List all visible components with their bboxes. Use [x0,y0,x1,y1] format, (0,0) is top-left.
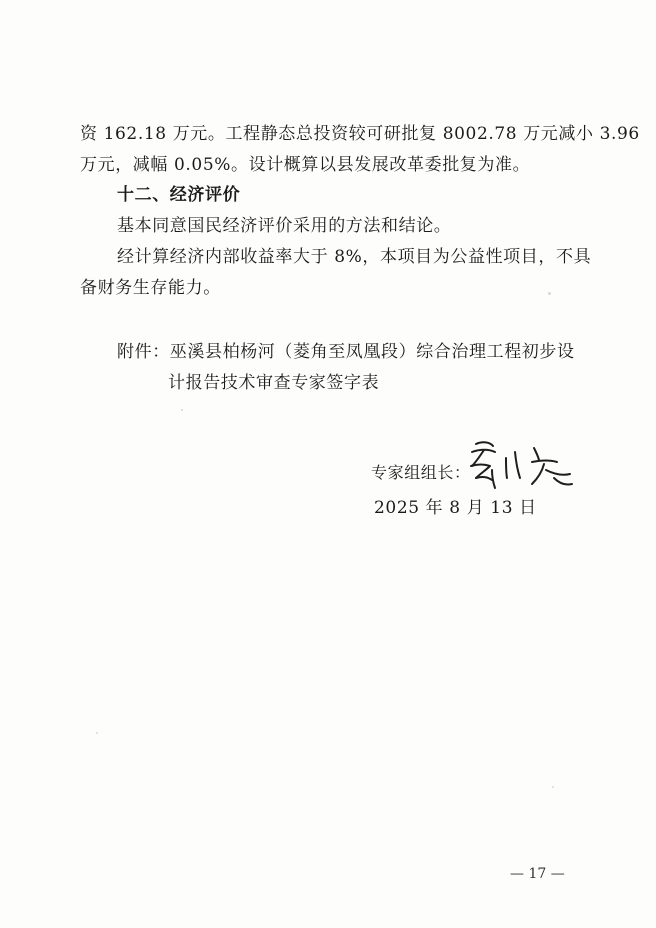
scan-speck [552,786,554,788]
signature-date: 2025 年 8 月 13 日 [374,498,537,518]
signature-label: 专家组组长： [371,463,471,482]
paragraph-line: 资 162.18 万元。工程静态总投资较可研批复 8002.78 万元减小 3.96 [80,124,640,144]
attachment-line: 附件：巫溪县柏杨河（菱角至凤凰段）综合治理工程初步设 [117,342,575,362]
handwritten-signature [462,438,582,494]
scan-speck [548,292,551,295]
page-number: — 17 — [510,866,565,882]
scan-speck [96,732,98,734]
paragraph-line: 基本同意国民经济评价采用的方法和结论。 [117,216,452,236]
attachment-line: 计报告技术审查专家签字表 [168,373,380,393]
section-heading: 十二、经济评价 [117,185,241,205]
paragraph-line: 经计算经济内部收益率大于 8%，本项目为公益性项目，不具 [117,247,592,267]
scan-speck [181,409,183,411]
paragraph-line: 万元，减幅 0.05%。设计概算以县发展改革委批复为准。 [80,155,531,175]
paragraph-line: 备财务生存能力。 [80,278,221,298]
